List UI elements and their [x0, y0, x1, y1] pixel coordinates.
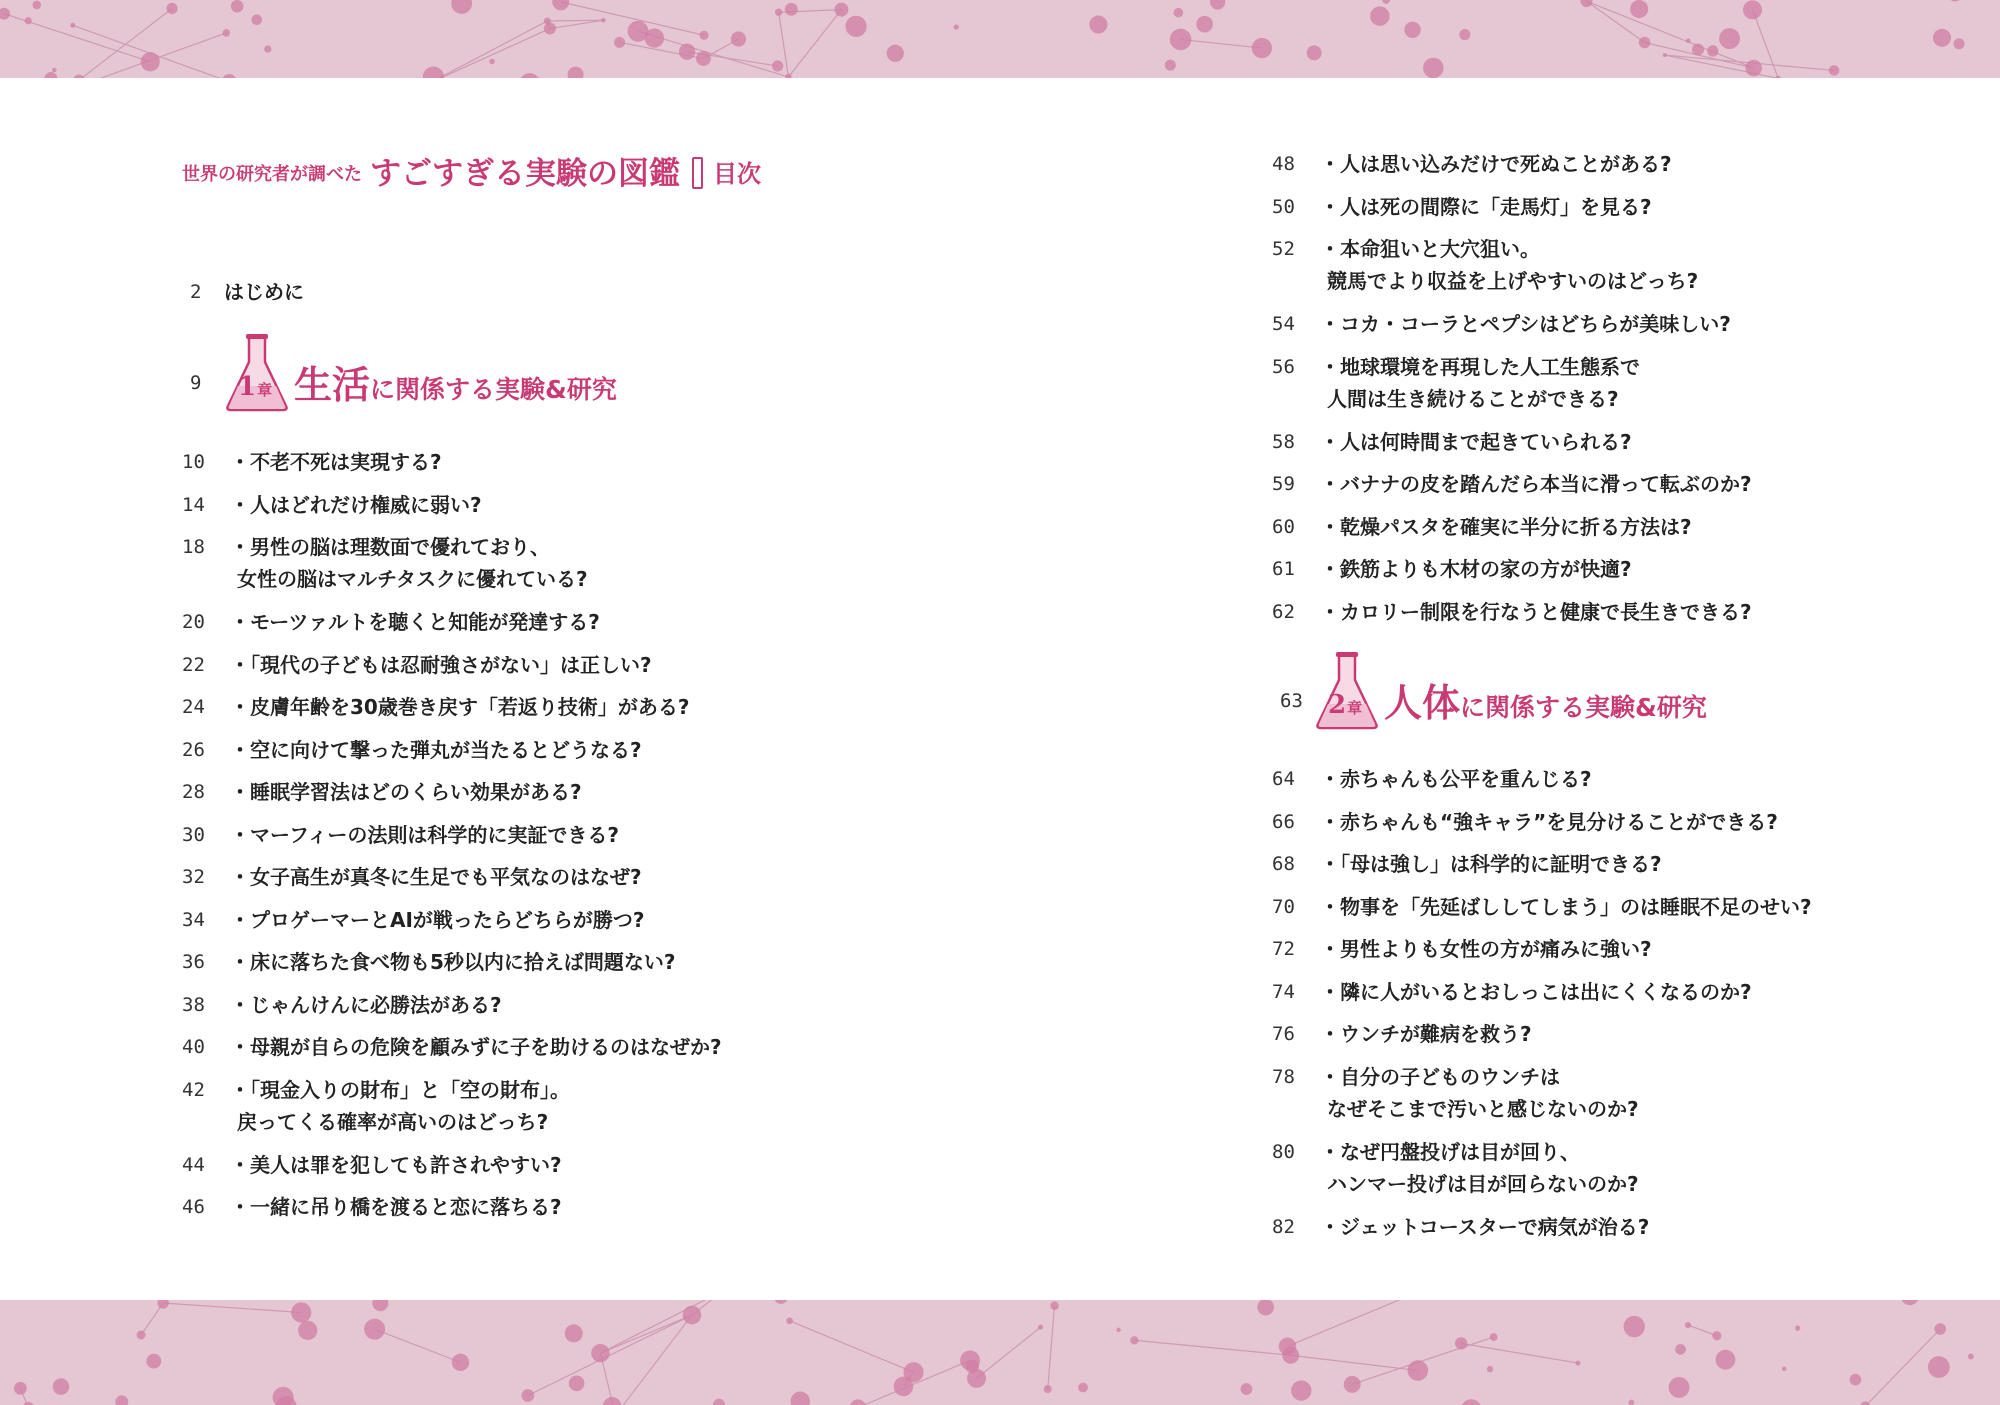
- toc-entry-page: 44: [182, 1153, 205, 1176]
- toc-entry-text: ・皮膚年齢を30歳巻き戻す「若返り技術」がある?: [230, 695, 690, 719]
- toc-entry-page: 14: [182, 493, 205, 516]
- chapter-page: 9: [190, 372, 202, 394]
- network-node: [544, 23, 556, 35]
- network-node: [679, 44, 695, 60]
- toc-entry-page: 59: [1272, 473, 1295, 495]
- network-link: [73, 25, 238, 78]
- toc-entry-page: 50: [1272, 195, 1295, 218]
- toc-entry-page: 62: [1272, 600, 1295, 623]
- network-node: [141, 52, 160, 71]
- network-node: [1745, 60, 1762, 77]
- network-node: [774, 1300, 788, 1304]
- network-node: [1089, 16, 1107, 34]
- network-node: [44, 72, 57, 78]
- network-node: [52, 68, 57, 73]
- network-link: [141, 1303, 163, 1335]
- toc-entry-page: 56: [1272, 355, 1295, 378]
- network-node: [1196, 16, 1213, 33]
- network-node: [70, 23, 75, 28]
- toc-entry-page: 24: [182, 696, 205, 718]
- toc-entry-page: 36: [182, 951, 205, 973]
- network-node: [1743, 0, 1762, 19]
- toc-entry-page: 52: [1272, 238, 1295, 260]
- network-node: [291, 1302, 311, 1322]
- network-node: [251, 14, 262, 25]
- network-node: [1460, 1399, 1481, 1405]
- network-node: [521, 1389, 534, 1402]
- toc-entry-text: ・じゃんけんに必勝法がある?: [230, 992, 502, 1017]
- toc-entry-text: ・乾燥パスタを確実に半分に折る方法は?: [1320, 514, 1692, 539]
- network-node: [614, 37, 625, 48]
- network-node: [1459, 29, 1470, 40]
- network-link: [1291, 1355, 1418, 1370]
- network-node: [0, 8, 10, 20]
- network-node: [1860, 1401, 1870, 1405]
- network-node: [1947, 0, 1963, 1]
- network-node: [166, 3, 177, 14]
- network-node: [1170, 29, 1192, 51]
- toc-entry-text: ・人は思い込みだけで死ぬことがある?: [1320, 152, 1672, 176]
- network-link: [615, 1315, 692, 1405]
- toc-entry-page: 28: [182, 781, 205, 803]
- toc-entry-text: ・物事を「先延ばししてしまう」のは睡眠不足のせい?: [1320, 894, 1812, 919]
- chapter-title: 生活に関係する実験&研究: [294, 363, 617, 407]
- network-node: [25, 17, 32, 24]
- network-pattern-bottom: [0, 1300, 2000, 1405]
- toc-entry-page: 82: [1272, 1215, 1295, 1238]
- toc-entry-page: 68: [1272, 853, 1295, 875]
- toc-entry-page: 70: [1272, 895, 1295, 918]
- toc-entry-page: 80: [1272, 1140, 1295, 1163]
- network-node: [364, 1319, 385, 1340]
- network-node: [1257, 1300, 1274, 1315]
- toc-entry-page: 2: [190, 281, 202, 303]
- toc-entry-page: 78: [1272, 1065, 1295, 1088]
- network-node: [696, 51, 711, 66]
- network-node: [14, 1382, 27, 1395]
- network-node: [1669, 1377, 1690, 1398]
- network-node: [1130, 1336, 1138, 1344]
- network-node: [1291, 1380, 1311, 1400]
- toc-entry-text: ・マーフィーの法則は科学的に実証できる?: [230, 822, 620, 847]
- network-node: [1044, 1385, 1052, 1393]
- toc-entry-text: ・「現代の子どもは忍耐強さがない」は正しい?: [230, 652, 652, 677]
- network-node: [1575, 1361, 1580, 1366]
- network-node: [137, 1330, 146, 1339]
- toc-entry-text: ・バナナの皮を踏んだら本当に滑って転ぶのか?: [1320, 472, 1752, 496]
- network-node: [1116, 1328, 1120, 1332]
- toc-entry-text: ・赤ちゃんも公平を重んじる?: [1320, 767, 1592, 791]
- toc-entry-text: ・空に向けて撃った弾丸が当たるとどうなる?: [230, 737, 642, 762]
- toc-entry-page: 58: [1272, 430, 1295, 453]
- network-node: [1165, 60, 1176, 71]
- network-link: [1688, 1325, 1717, 1336]
- toc-entry-page: 10: [182, 451, 205, 473]
- network-node: [1078, 1383, 1088, 1393]
- network-node: [967, 1369, 986, 1388]
- network-link: [1461, 1343, 1578, 1363]
- toc-entry-page: 64: [1272, 768, 1295, 790]
- network-node: [146, 1354, 161, 1369]
- toc-entry-text: ・人はどれだけ権威に弱い?: [230, 492, 482, 517]
- toc-entry-text: ・ジェットコースターで病気が治る?: [1320, 1214, 1650, 1239]
- chapter-page: 63: [1280, 690, 1303, 712]
- network-node: [1685, 1322, 1691, 1328]
- toc-entry-page: 32: [182, 866, 205, 888]
- network-node: [1795, 1325, 1800, 1330]
- network-link: [375, 1329, 461, 1362]
- network-node: [591, 1344, 609, 1362]
- network-pattern-top: [0, 0, 2000, 78]
- network-node: [32, 1, 41, 10]
- network-link: [550, 20, 604, 28]
- toc-entry-text: ・床に落ちた食べ物も5秒以内に拾えば問題ない?: [230, 950, 676, 974]
- network-node: [1901, 1300, 1919, 1305]
- toc-entry-text: ・美人は罪を犯しても許されやすい?: [230, 1152, 562, 1177]
- network-node: [786, 1317, 793, 1324]
- page-header: [182, 148, 761, 193]
- toc-entry-text: ・男性よりも女性の方が痛みに強い?: [1320, 937, 1652, 961]
- chapter-number-badge: 2章: [1328, 690, 1363, 720]
- network-link: [429, 29, 550, 78]
- network-node: [850, 1399, 866, 1405]
- toc-entry-page: 20: [182, 611, 205, 633]
- network-node: [1455, 1337, 1467, 1349]
- network-link: [1287, 1300, 1419, 1346]
- network-node: [1850, 1374, 1862, 1386]
- network-node: [1404, 22, 1420, 38]
- toc-entry-page: 76: [1272, 1023, 1295, 1045]
- bottom-decorative-band: [0, 1300, 2000, 1405]
- network-node: [1210, 0, 1225, 10]
- toc-entry-text: ・男性の脳は理数面で優れており、 女性の脳はマルチタスクに優れている?: [230, 535, 588, 591]
- toc-entry-page: 38: [182, 993, 205, 1016]
- header-divider-bar: [692, 157, 703, 189]
- network-node: [834, 3, 848, 17]
- network-node: [1719, 28, 1740, 49]
- network-node: [1344, 1376, 1361, 1393]
- toc-entry-text: ・不老不死は実現する?: [230, 450, 442, 474]
- header-toc-label: 目次: [713, 160, 761, 188]
- network-node: [1712, 1331, 1721, 1340]
- network-node: [569, 1375, 585, 1391]
- network-node: [552, 0, 569, 10]
- toc-entry-page: 30: [182, 823, 205, 846]
- network-node: [791, 1392, 810, 1405]
- network-node: [1707, 45, 1718, 56]
- toc-entry-page: 66: [1272, 810, 1295, 833]
- toc-entry-text: ・母親が自らの危険を顧みずに子を助けるのはなぜか?: [230, 1035, 722, 1059]
- toc-entry-text: ・睡眠学習法はどのくらい効果がある?: [230, 780, 582, 804]
- toc-entry-text: ・プロゲーマーとAIが戦ったらどちらが勝つ?: [230, 907, 645, 932]
- network-node: [568, 67, 584, 78]
- toc-entry-text: ・なぜ円盤投げは目が回り、 ハンマー投げは目が回らないのか?: [1320, 1139, 1639, 1196]
- network-node: [1382, 0, 1390, 4]
- toc-entry-text: ・地球環境を再現した人工生態系で 人間は生き続けることができる?: [1320, 354, 1640, 411]
- network-node: [53, 1378, 70, 1395]
- network-node: [772, 60, 783, 71]
- toc-entry-text: はじめに: [224, 280, 304, 304]
- network-link: [1181, 39, 1262, 48]
- toc-entry-text: ・一緒に吊り橋を渡ると恋に落ちる?: [230, 1195, 562, 1219]
- network-node: [731, 31, 746, 46]
- toc-entry-text: ・本命狙いと大穴狙い。 競馬でより収益を上げやすいのはどっち?: [1320, 237, 1699, 293]
- network-node: [452, 1354, 469, 1371]
- network-node: [1370, 6, 1389, 25]
- network-node: [73, 75, 84, 78]
- network-node: [1953, 38, 1964, 49]
- toc-entry-text: ・コカ・コーラとペプシはどちらが美味しい?: [1320, 312, 1731, 336]
- toc-entry-text: ・「母は強し」は科学的に証明できる?: [1320, 852, 1662, 876]
- network-node: [1241, 1383, 1253, 1395]
- toc-entry-text: ・人は死の間際に「走馬灯」を見る?: [1320, 194, 1652, 219]
- toc-entry-text: ・ウンチが難病を救う?: [1320, 1022, 1532, 1046]
- network-node: [423, 66, 444, 78]
- network-link: [528, 1315, 692, 1395]
- header-pre-title: 世界の研究者が調べた: [182, 164, 362, 185]
- network-node: [1282, 1347, 1299, 1364]
- network-node: [903, 1362, 923, 1382]
- network-node: [222, 74, 236, 78]
- network-node: [1639, 37, 1651, 49]
- toc-entry-page: 48: [1272, 153, 1295, 175]
- network-node: [601, 18, 606, 23]
- toc-entry-text: ・自分の子どものウンチは なぜそこまで汚いと感じないのか?: [1320, 1064, 1639, 1121]
- network-node: [713, 1399, 725, 1405]
- network-node: [628, 21, 649, 42]
- network-link: [429, 21, 547, 78]
- network-node: [1934, 1323, 1946, 1335]
- toc-entry-page: 74: [1272, 980, 1295, 1003]
- network-node: [1624, 1316, 1645, 1337]
- network-node: [603, 1397, 622, 1405]
- header-main-title: すごすぎる実験の図鑑: [370, 156, 680, 192]
- toc-entry-page: 46: [182, 1196, 205, 1218]
- toc-entry-text: ・鉄筋よりも木材の家の方が快適?: [1320, 557, 1632, 581]
- toc-entry-page: 54: [1272, 313, 1295, 335]
- top-decorative-band: [0, 0, 2000, 78]
- network-node: [1630, 0, 1648, 18]
- toc-entry-page: 18: [182, 536, 205, 558]
- toc-entry-page: 72: [1272, 938, 1295, 960]
- network-node: [1829, 65, 1840, 76]
- network-node: [298, 1321, 317, 1340]
- network-node: [1487, 1366, 1493, 1372]
- network-link: [163, 1303, 301, 1312]
- network-node: [372, 1300, 388, 1311]
- network-node: [565, 1324, 583, 1342]
- network-node: [1782, 1367, 1787, 1372]
- network-node: [785, 3, 798, 16]
- toc-entry-page: 26: [182, 738, 205, 761]
- network-link: [1134, 1340, 1290, 1355]
- network-node: [1776, 76, 1781, 78]
- toc-entry-page: 42: [182, 1078, 205, 1101]
- network-node: [1050, 1301, 1059, 1310]
- network-node: [489, 59, 495, 65]
- network-node: [1716, 1350, 1736, 1370]
- network-node: [954, 24, 959, 29]
- network-link: [600, 1315, 692, 1353]
- chapter-title: 人体に関係する実験&研究: [1384, 681, 1707, 725]
- toc-entry-text: ・モーツァルトを聴くと知能が発達する?: [230, 610, 600, 634]
- network-node: [1490, 1333, 1498, 1341]
- network-node: [1933, 29, 1951, 47]
- toc-entry-text: ・女子高生が真冬に生足でも平気なのはなぜ?: [230, 865, 642, 889]
- network-link: [790, 1321, 914, 1372]
- network-node: [1580, 0, 1592, 7]
- network-node: [1686, 38, 1691, 43]
- network-node: [1692, 43, 1704, 55]
- toc-entry-text: ・人は何時間まで起きていられる?: [1320, 429, 1632, 454]
- network-node: [1675, 1344, 1686, 1355]
- network-node: [264, 45, 271, 52]
- toc-entry-text: ・赤ちゃんも“強キャラ”を見分けることができる?: [1320, 809, 1778, 834]
- network-node: [887, 45, 904, 62]
- network-node: [1407, 1360, 1428, 1381]
- toc-entry-text: ・隣に人がいるとおしっこは出にくくなるのか?: [1320, 979, 1752, 1004]
- network-link: [977, 1327, 1041, 1378]
- network-node: [451, 0, 472, 14]
- network-link: [547, 20, 603, 21]
- network-node: [845, 16, 866, 37]
- chapter-number-badge: 1章: [238, 372, 273, 402]
- network-node: [700, 31, 709, 40]
- network-node: [1968, 1354, 1974, 1360]
- network-node: [1252, 38, 1272, 58]
- network-node: [157, 1300, 168, 1309]
- network-node: [683, 1306, 702, 1325]
- network-link: [1048, 1306, 1055, 1389]
- toc-entry-page: 61: [1272, 558, 1295, 580]
- network-node: [222, 29, 230, 37]
- network-node: [1307, 45, 1322, 60]
- toc-entry-page: 40: [182, 1036, 205, 1058]
- toc-entry-text: ・カロリー制限を行なうと健康で長生きできる?: [1320, 599, 1752, 624]
- network-node: [1423, 58, 1444, 78]
- network-node: [544, 17, 551, 24]
- network-node: [115, 1395, 128, 1405]
- network-node: [1928, 1356, 1950, 1378]
- network-node: [1628, 1400, 1634, 1405]
- network-node: [775, 9, 782, 16]
- network-node: [1038, 1325, 1043, 1330]
- toc-entry-page: 60: [1272, 515, 1295, 538]
- toc-entry-page: 22: [182, 653, 205, 676]
- toc-entry-text: ・「現金入りの財布」と「空の財布」。 戻ってくる確率が高いのはどっち?: [230, 1077, 570, 1134]
- network-node: [1174, 8, 1184, 18]
- network-node: [520, 73, 540, 78]
- toc-entry-page: 34: [182, 908, 205, 931]
- network-node: [1663, 53, 1667, 57]
- network-link: [788, 10, 841, 77]
- network-node: [231, 0, 244, 13]
